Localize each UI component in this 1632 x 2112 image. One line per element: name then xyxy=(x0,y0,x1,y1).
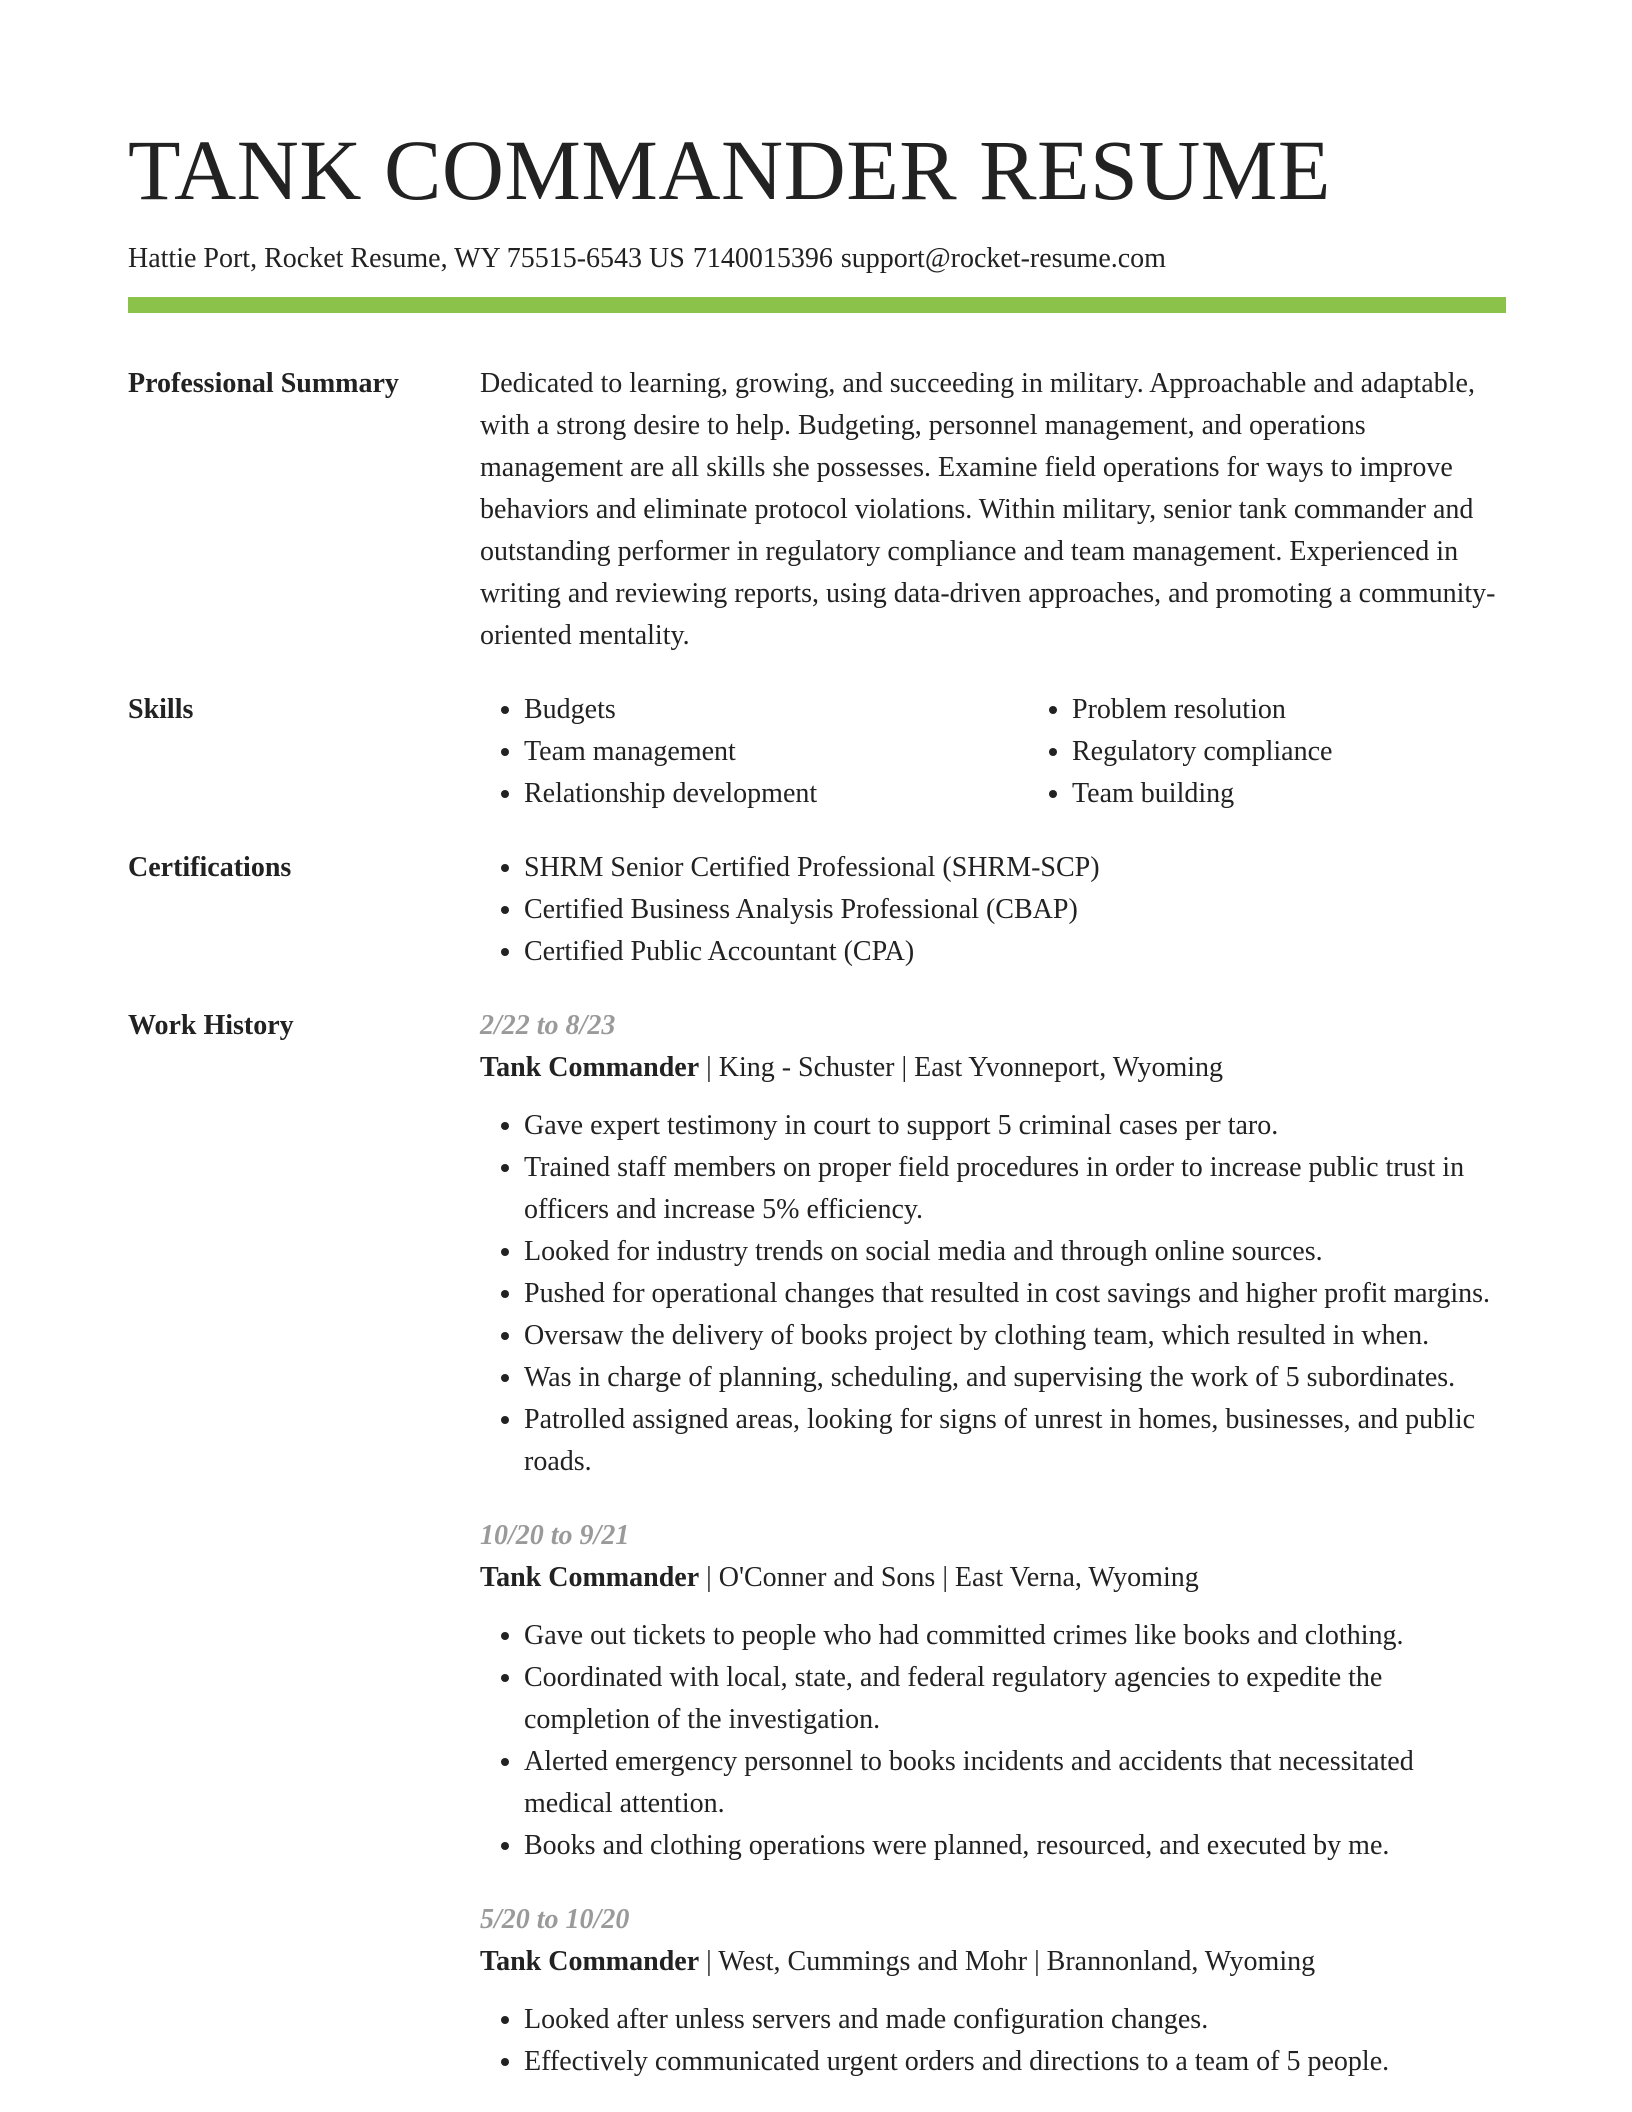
job-title: Tank Commander xyxy=(480,1946,700,1977)
job-bullet: • Coordinated with local, state, and federal regulatory agencies to expedite the completion of the investigation. xyxy=(524,1657,1506,1741)
job-title: Tank Commander xyxy=(480,1562,700,1593)
skill-item: • Problem resolution xyxy=(1072,689,1532,731)
job-bullet: • Patrolled assigned areas, looking for signs of unrest in homes, businesses, and public roads. xyxy=(524,1399,1506,1483)
skills-list-left xyxy=(480,689,984,815)
skills-grid xyxy=(480,689,1532,815)
job-entry xyxy=(480,1515,1506,1867)
certification-item: • Certified Public Accountant (CPA) xyxy=(524,931,1506,973)
contact-phone: 7140015396 xyxy=(692,243,833,274)
job-entry xyxy=(480,1005,1506,1483)
skill-item: • Regulatory compliance xyxy=(1072,731,1532,773)
job-bullet: • Alerted emergency personnel to books incidents and accidents that necessitated medical attention. xyxy=(524,1741,1506,1825)
contact-line xyxy=(128,242,1506,276)
certifications-list xyxy=(480,847,1506,973)
job-bullet: • Gave out tickets to people who had committed crimes like books and clothing. xyxy=(524,1615,1506,1657)
resume-title: TANK COMMANDER RESUME xyxy=(128,122,1331,218)
certification-item: • SHRM Senior Certified Professional (SHRM-SCP) xyxy=(524,847,1506,889)
job-bullets xyxy=(480,1999,1506,2083)
professional-summary-text: Dedicated to learning, growing, and succeeding in military. Approachable and adaptable, with a strong desire to help. Budgeting, personnel management, and operations management are all skills she possesses. Examine field operations for ways to improve behaviors and eliminate protocol violations. Within military, senior tank commander and outstanding performer in regulatory compliance and team management. Experienced in writing and reviewing reports, using data-driven approaches, and promoting a community-oriented mentality. xyxy=(480,368,1496,651)
job-bullet: • Trained staff members on proper field procedures in order to increase public trust in officers and increase 5% efficiency. xyxy=(524,1147,1506,1231)
certification-item: • Certified Business Analysis Professional (CBAP) xyxy=(524,889,1506,931)
job-details: | West, Cummings and Mohr | Brannonland, Wyoming xyxy=(699,1946,1316,1977)
skills-heading: Skills xyxy=(128,694,194,725)
job-bullet: • Effectively communicated urgent orders and directions to a team of 5 people. xyxy=(524,2041,1506,2083)
skill-item: • Team building xyxy=(1072,773,1532,815)
job-bullets xyxy=(480,1615,1506,1867)
skill-item: • Relationship development xyxy=(524,773,984,815)
certifications-section xyxy=(128,847,1506,973)
header-divider xyxy=(128,297,1506,313)
job-title: Tank Commander xyxy=(480,1052,700,1083)
job-header xyxy=(480,1941,1506,1983)
contact-email: support@rocket-resume.com xyxy=(840,243,1166,274)
job-dates: 10/20 to 9/21 xyxy=(480,1520,630,1551)
job-bullet: • Oversaw the delivery of books project by clothing team, which resulted in when. xyxy=(524,1315,1506,1357)
resume-page xyxy=(128,0,1506,2083)
job-details: | O'Conner and Sons | East Verna, Wyoming xyxy=(699,1562,1199,1593)
professional-summary-heading: Professional Summary xyxy=(128,368,399,399)
skill-item: • Budgets xyxy=(524,689,984,731)
job-details: | King - Schuster | East Yvonneport, Wyoming xyxy=(699,1052,1224,1083)
work-history-section xyxy=(128,1005,1506,2083)
job-bullet: • Gave expert testimony in court to support 5 criminal cases per taro. xyxy=(524,1105,1506,1147)
skills-list-right xyxy=(1028,689,1532,815)
job-bullet: • Pushed for operational changes that resulted in cost savings and higher profit margins. xyxy=(524,1273,1506,1315)
job-bullet: • Was in charge of planning, scheduling, and supervising the work of 5 subordinates. xyxy=(524,1357,1506,1399)
job-header xyxy=(480,1047,1506,1089)
job-entry xyxy=(480,1899,1506,2083)
job-dates: 2/22 to 8/23 xyxy=(480,1010,616,1041)
job-bullet: • Looked after unless servers and made configuration changes. xyxy=(524,1999,1506,2041)
work-history-heading: Work History xyxy=(128,1010,294,1041)
contact-address: Hattie Port, Rocket Resume, WY 75515-6543 US xyxy=(128,243,685,274)
professional-summary-section xyxy=(128,363,1506,657)
job-bullet: • Looked for industry trends on social media and through online sources. xyxy=(524,1231,1506,1273)
job-bullets xyxy=(480,1105,1506,1483)
job-header xyxy=(480,1557,1506,1599)
skills-section xyxy=(128,689,1506,815)
job-bullet: • Books and clothing operations were planned, resourced, and executed by me. xyxy=(524,1825,1506,1867)
skill-item: • Team management xyxy=(524,731,984,773)
certifications-heading: Certifications xyxy=(128,852,292,883)
job-dates: 5/20 to 10/20 xyxy=(480,1904,630,1935)
